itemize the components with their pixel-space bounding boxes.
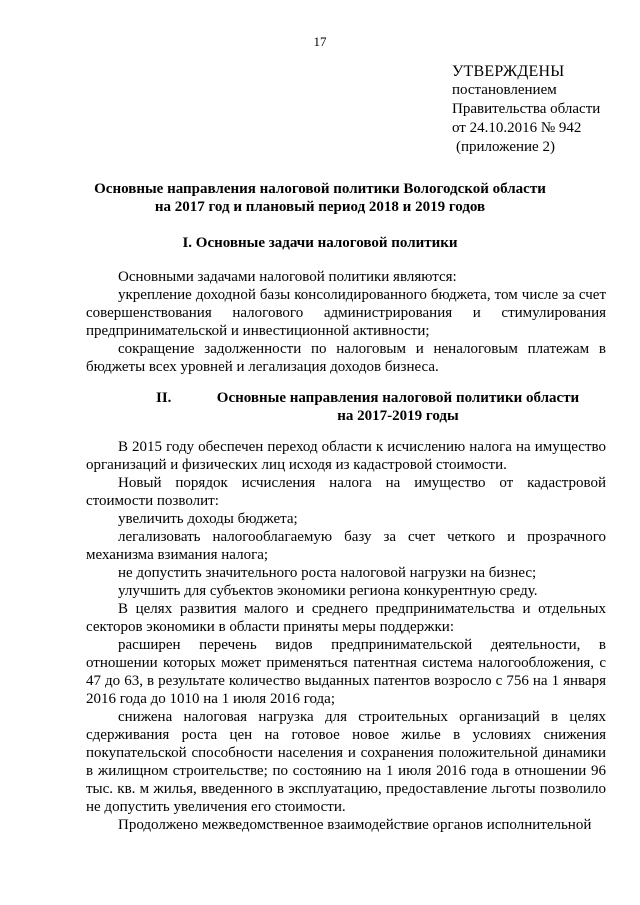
paragraph: увеличить доходы бюджета; xyxy=(118,511,298,527)
paragraph: не допустить значительного роста налоговой нагрузки на бизнес; xyxy=(118,565,537,581)
paragraph: укрепление доходной базы консолидированного бюджета, том числе за счет совершенствования налогового администрирования и стимулирования предпринимательской и инвестиционной активности; xyxy=(86,287,606,339)
paragraph: улучшить для субъектов экономики региона конкурентную среду. xyxy=(118,583,538,599)
paragraph: Продолжено межведомственное взаимодействие органов исполнительной xyxy=(118,817,592,833)
approval-line: Правительства области xyxy=(452,101,601,117)
title-line: Основные направления налоговой политики Вологодской области xyxy=(94,181,546,197)
section-2-heading-line: Основные направления налоговой политики области xyxy=(216,390,580,406)
section-2-body xyxy=(86,438,606,834)
approval-heading: УТВЕРЖДЕНЫ xyxy=(452,63,565,80)
paragraph: сокращение задолженности по налоговым и неналоговым платежам в бюджеты всех уровней и легализация доходов бизнеса. xyxy=(86,341,606,375)
approval-annex: (приложение 2) xyxy=(456,139,555,155)
section-2-number: II. xyxy=(156,390,172,406)
paragraph: В 2015 году обеспечен переход области к исчислению налога на имущество организаций и физических лиц исходя из кадастровой стоимости. xyxy=(86,439,606,473)
section-2-heading xyxy=(156,389,596,425)
section-1-body xyxy=(86,268,606,376)
paragraph: легализовать налогооблагаемую базу за счет четкого и прозрачного механизма взимания налога; xyxy=(86,529,606,563)
approval-stamp xyxy=(452,62,600,157)
page-number: 17 xyxy=(313,34,327,49)
paragraph: Новый порядок исчисления налога на имущество от кадастровой стоимости позволит: xyxy=(86,475,606,509)
paragraph: снижена налоговая нагрузка для строительных организаций в целях сдерживания роста цен на готовое новое жилье в условиях снижения покупательской способности населения и сохранения положительной динамики в жилищном строительстве; по состоянию на 1 июля 2016 года в отношении 96 тыс. кв. м жилья, введенного в эксплуатацию, предоставление льготы позволило не допустить увеличения его стоимости. xyxy=(86,709,606,815)
approval-line: постановлением xyxy=(452,82,557,98)
paragraph: В целях развития малого и среднего предпринимательства и отдельных секторов экономики в области приняты меры поддержки: xyxy=(86,601,606,635)
paragraph: расширен перечень видов предпринимательской деятельности, в отношении которых может применяться патентная система налогообложения, с 47 до 63, в результате количество выданных патентов возросло с 756 на 1 января 2016 года до 1010 на 1 июля 2016 года; xyxy=(86,637,606,707)
title-line: на 2017 год и плановый период 2018 и 2019 годов xyxy=(154,199,486,215)
paragraph: Основными задачами налоговой политики являются: xyxy=(118,269,457,285)
approval-line: от 24.10.2016 № 942 xyxy=(452,120,582,136)
section-2-heading-line: на 2017-2019 годы xyxy=(337,408,459,424)
document-title xyxy=(40,180,600,216)
section-1-heading: I. Основные задачи налоговой политики xyxy=(182,235,458,251)
